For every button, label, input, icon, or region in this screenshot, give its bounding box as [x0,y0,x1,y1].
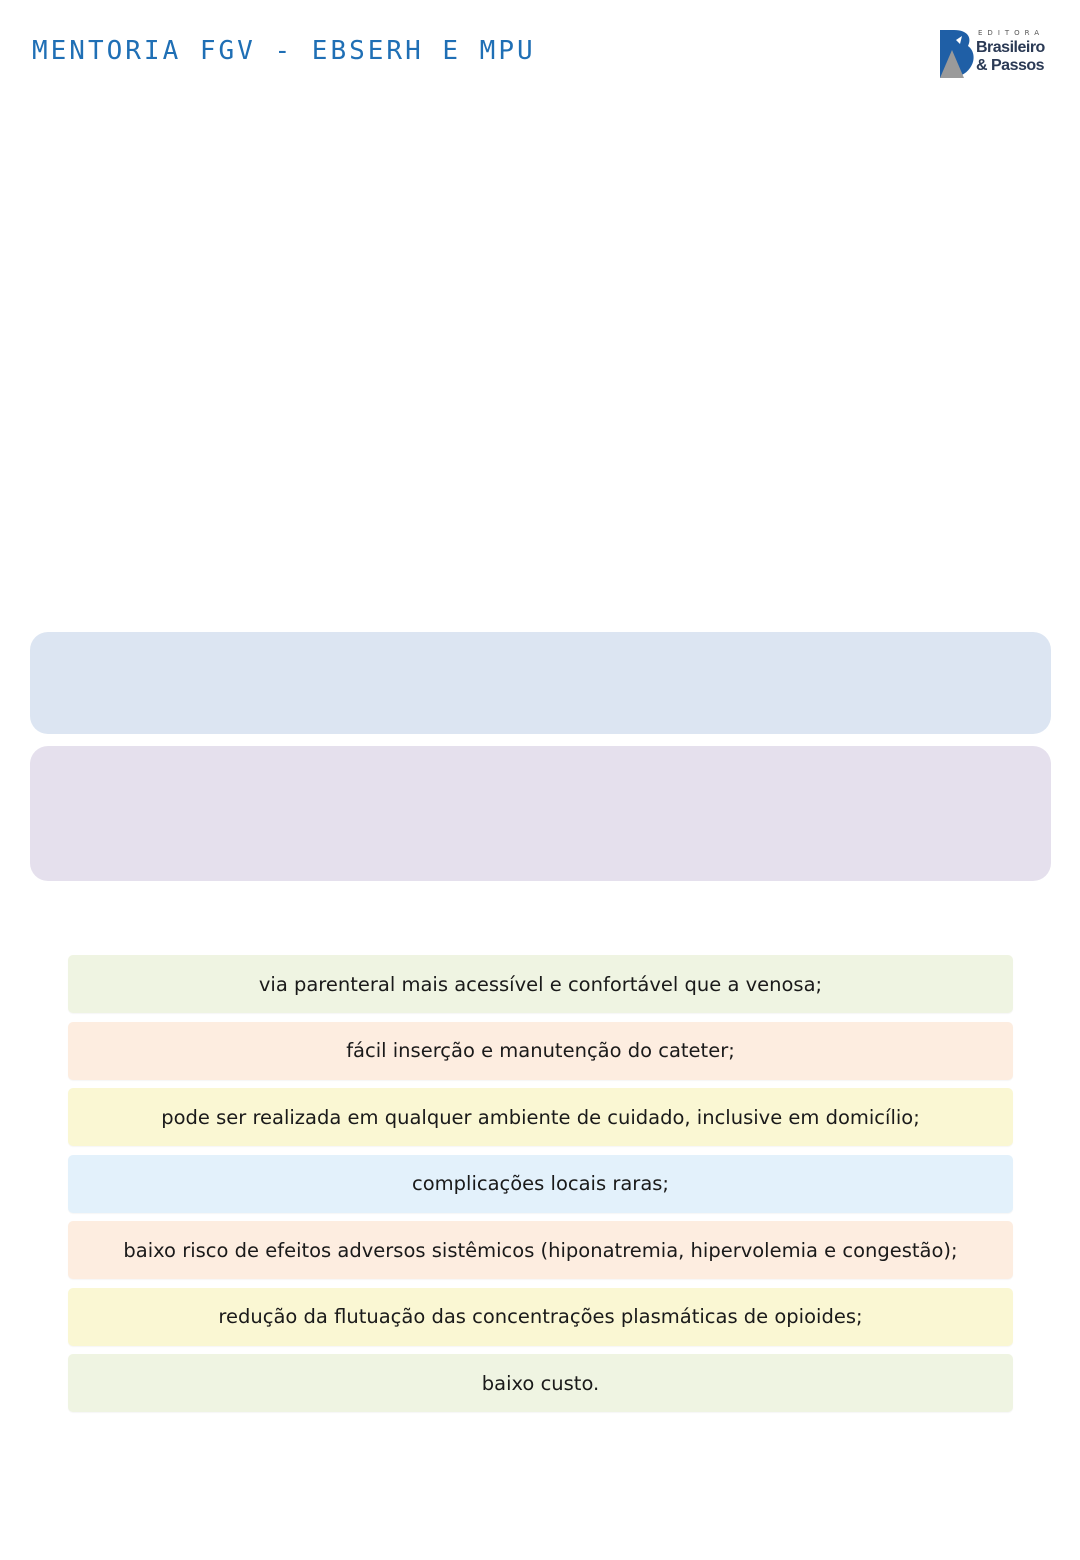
advantages-list [68,955,1013,1421]
list-item: baixo custo. [68,1354,1013,1412]
logo-editora-label: EDITORA [978,29,1045,37]
lilac-highlight-box [30,746,1051,881]
page-header-title: MENTORIA FGV - EBSERH E MPU [32,36,536,66]
logo-name-line1: Brasileiro [976,39,1045,56]
list-item: redução da flutuação das concentrações plasmáticas de opioides; [68,1288,1013,1346]
publisher-logo [938,26,1056,82]
list-item: complicações locais raras; [68,1155,1013,1213]
list-item: pode ser realizada em qualquer ambiente de cuidado, inclusive em domicílio; [68,1088,1013,1146]
logo-name-line2: & Passos [976,57,1045,74]
list-item: fácil inserção e manutenção do cateter; [68,1022,1013,1080]
blue-highlight-box [30,632,1051,734]
list-item: baixo risco de efeitos adversos sistêmicos (hiponatremia, hipervolemia e congestão); [68,1221,1013,1279]
list-item: via parenteral mais acessível e confortável que a venosa; [68,955,1013,1013]
logo-b-icon [938,26,978,80]
